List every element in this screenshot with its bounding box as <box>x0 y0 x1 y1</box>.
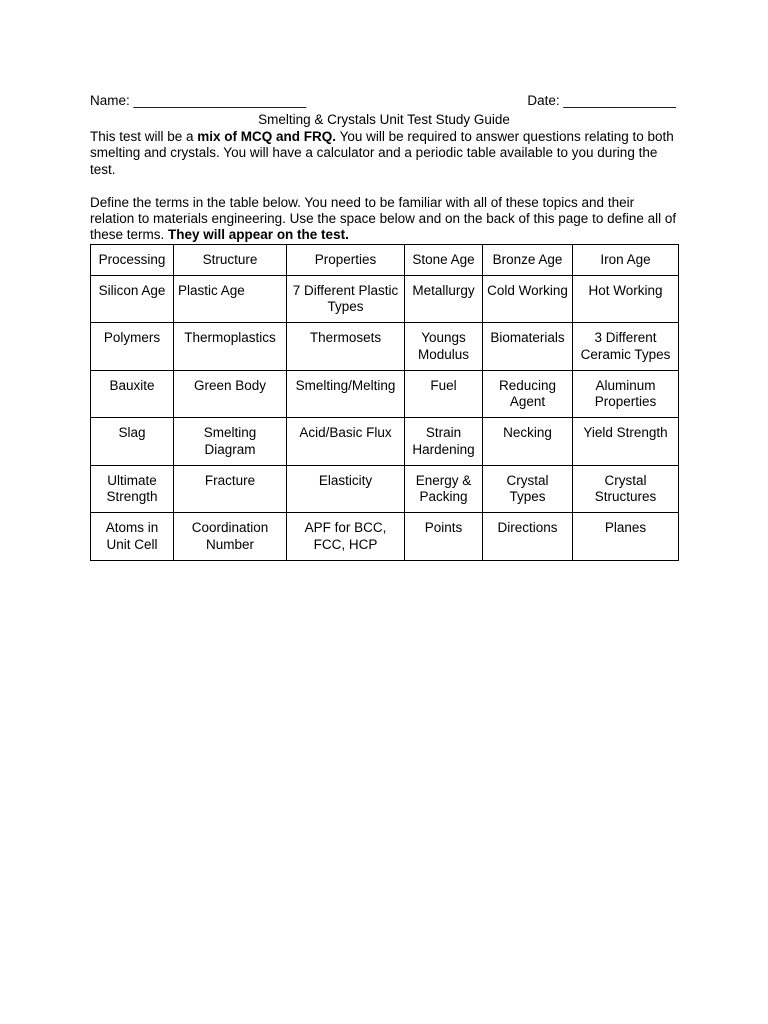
table-cell: Properties <box>287 244 405 275</box>
table-cell: Bauxite <box>91 370 174 418</box>
table-cell: Smelting/Melting <box>287 370 405 418</box>
table-cell: Silicon Age <box>91 275 174 323</box>
table-cell: Yield Strength <box>573 418 679 466</box>
table-cell: Processing <box>91 244 174 275</box>
table-row <box>91 323 679 371</box>
table-row <box>91 465 679 513</box>
table-cell: Polymers <box>91 323 174 371</box>
table-cell: Aluminum Properties <box>573 370 679 418</box>
table-cell: Bronze Age <box>483 244 573 275</box>
table-cell: Reducing Agent <box>483 370 573 418</box>
table-cell: Plastic Age <box>174 275 287 323</box>
table-row <box>91 513 679 561</box>
intro-suffix: You will be required to answer questions relating to both smelting and crystals. You will have a calculator and a periodic table available to you during the test. <box>90 129 674 177</box>
paragraph-gap <box>90 178 678 195</box>
table-row <box>91 275 679 323</box>
table-cell: Fracture <box>174 465 287 513</box>
date-field-label: Date: _______________ <box>527 93 676 108</box>
table-cell: Hot Working <box>573 275 679 323</box>
intro-paragraph <box>90 129 678 178</box>
table-cell: Green Body <box>174 370 287 418</box>
table-cell: Acid/Basic Flux <box>287 418 405 466</box>
table-cell: Crystal Structures <box>573 465 679 513</box>
table-cell: Structure <box>174 244 287 275</box>
terms-table-body <box>91 244 679 560</box>
study-guide-page <box>90 92 678 561</box>
table-cell: Points <box>405 513 483 561</box>
table-cell: 7 Different Plastic Types <box>287 275 405 323</box>
terms-table <box>90 244 679 561</box>
table-cell: APF for BCC, FCC, HCP <box>287 513 405 561</box>
name-field-label: Name: _______________________ <box>90 93 307 108</box>
table-cell: Stone Age <box>405 244 483 275</box>
table-cell: Coordination Number <box>174 513 287 561</box>
table-cell: Atoms in Unit Cell <box>91 513 174 561</box>
header-row <box>90 92 678 110</box>
instructions-paragraph <box>90 195 678 244</box>
table-cell: Cold Working <box>483 275 573 323</box>
instructions-text: Define the terms in the table below. You need to be familiar with all of these topics and their relation to materials engineering. Use the space below and on the back of this page to define all of these terms. <box>90 194 677 243</box>
table-cell: Youngs Modulus <box>405 323 483 371</box>
table-cell: Ultimate Strength <box>91 465 174 513</box>
table-cell: Energy & Packing <box>405 465 483 513</box>
intro-bold: mix of MCQ and FRQ. <box>197 129 337 144</box>
table-row <box>91 370 679 418</box>
table-cell: Necking <box>483 418 573 466</box>
table-row <box>91 244 679 275</box>
intro-prefix: This test will be a <box>90 129 198 144</box>
table-cell: Biomaterials <box>483 323 573 371</box>
table-cell: Crystal Types <box>483 465 573 513</box>
instructions-bold: They will appear on the test. <box>168 227 349 243</box>
table-cell: Thermoplastics <box>174 323 287 371</box>
table-cell: Metallurgy <box>405 275 483 323</box>
table-row <box>91 418 679 466</box>
table-cell: Thermosets <box>287 323 405 371</box>
table-cell: Iron Age <box>573 244 679 275</box>
table-cell: Planes <box>573 513 679 561</box>
table-cell: Slag <box>91 418 174 466</box>
table-cell: Smelting Diagram <box>174 418 287 466</box>
table-cell: Fuel <box>405 370 483 418</box>
table-cell: Elasticity <box>287 465 405 513</box>
table-cell: 3 Different Ceramic Types <box>573 323 679 371</box>
document-title: Smelting & Crystals Unit Test Study Guide <box>258 112 510 127</box>
table-cell: Strain Hardening <box>405 418 483 466</box>
table-cell: Directions <box>483 513 573 561</box>
